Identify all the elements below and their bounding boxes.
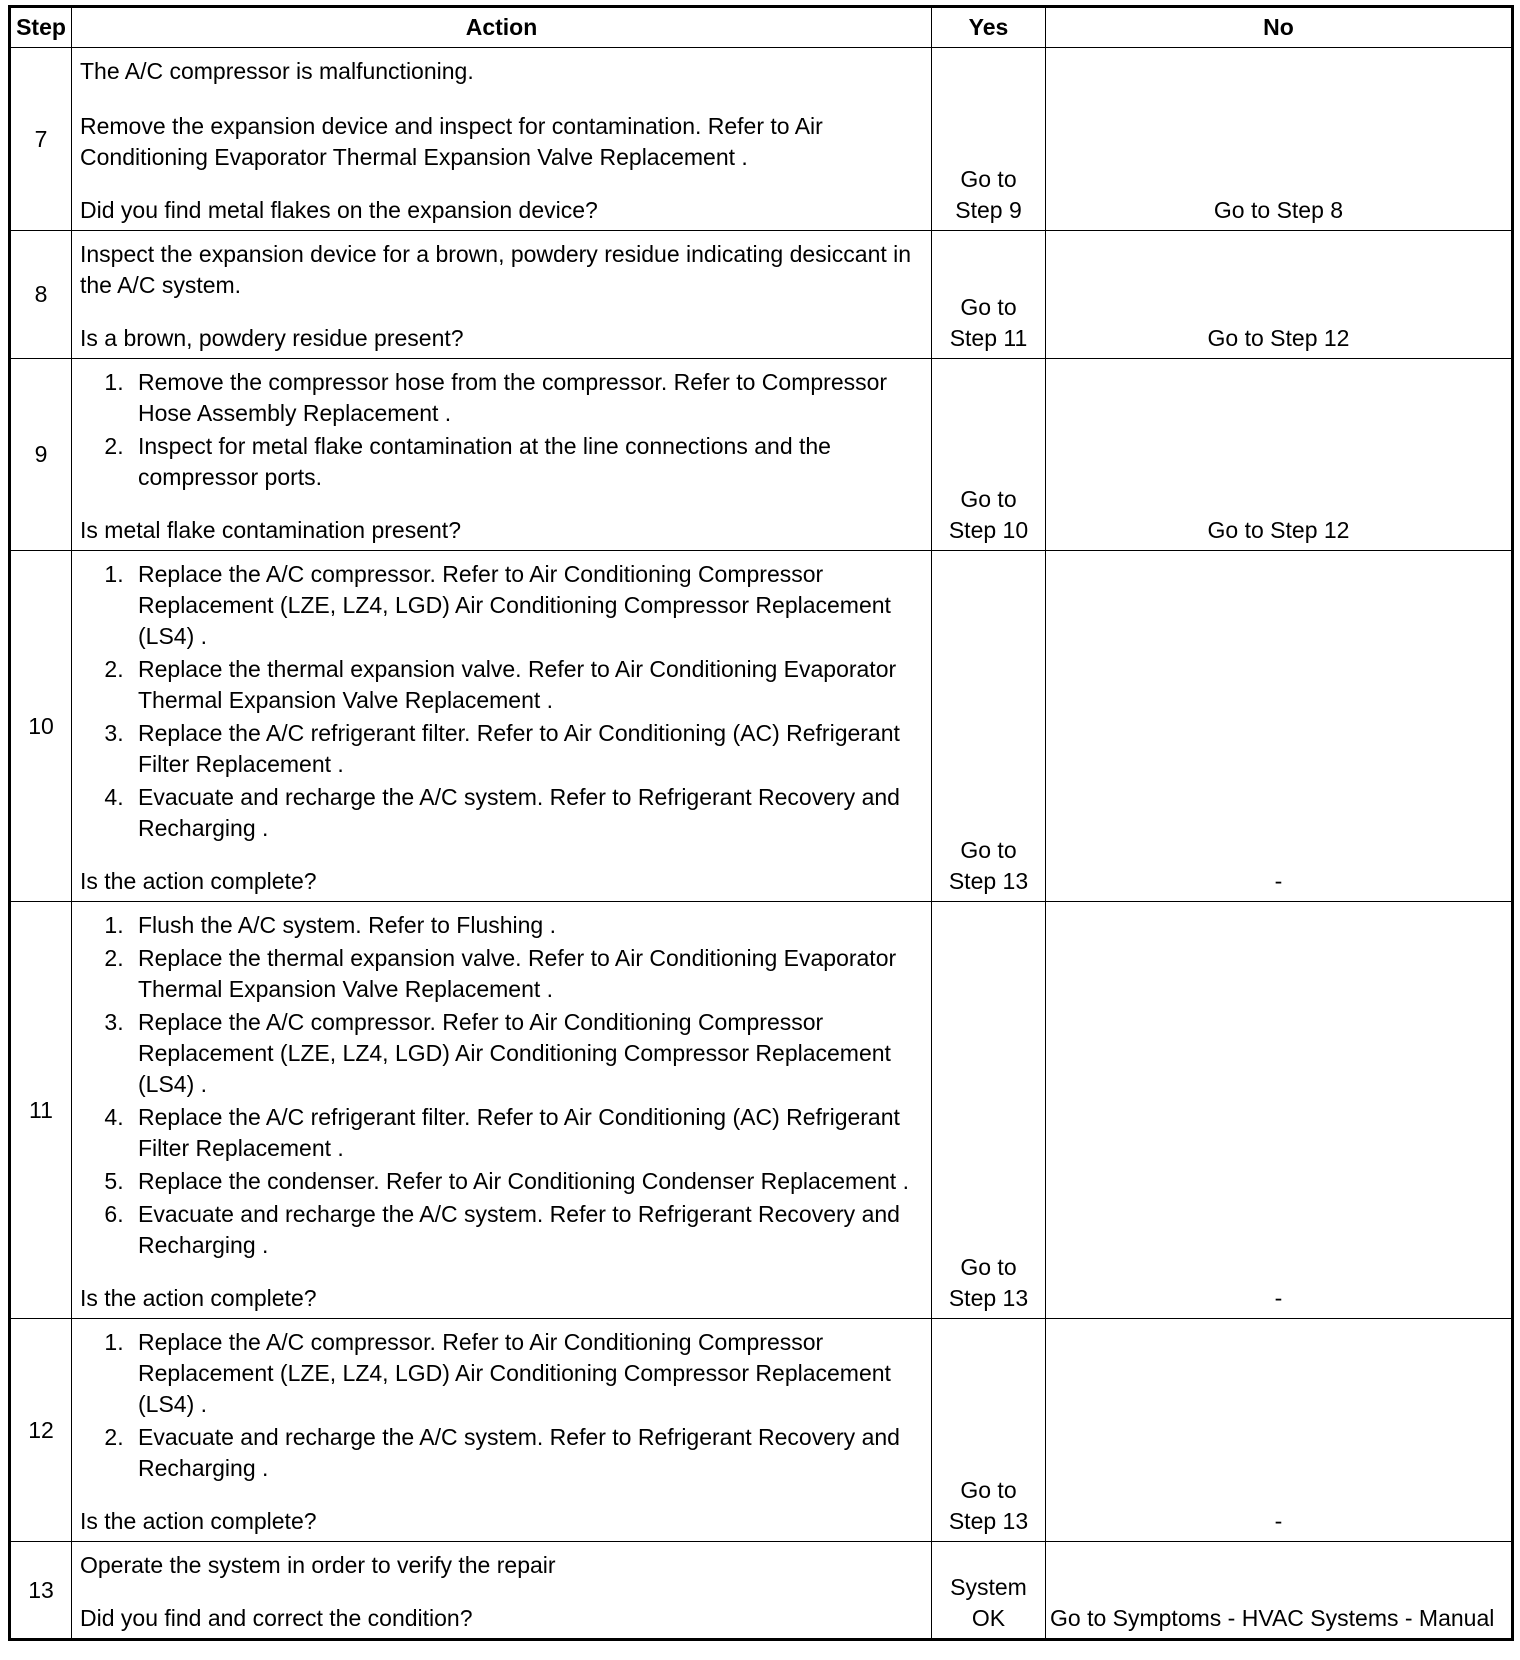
action-step-item: 1. Remove the compressor hose from the compressor. Refer to Compressor Hose Assembly Replacement . — [130, 367, 923, 429]
yes-result-line: Step 9 — [955, 197, 1022, 223]
no-result-cell: Go to Step 12 — [1046, 231, 1513, 359]
action-cell — [72, 902, 932, 1319]
step-number: 13 — [10, 1542, 72, 1640]
step-number: 8 — [10, 231, 72, 359]
yes-result-cell — [932, 1319, 1046, 1542]
yes-result-line: Go to — [960, 1254, 1017, 1280]
header-yes: Yes — [932, 7, 1046, 48]
yes-result-cell — [932, 359, 1046, 551]
action-steps-list — [80, 1327, 923, 1484]
header-no: No — [1046, 7, 1513, 48]
yes-result-line: Step 13 — [948, 1508, 1029, 1534]
yes-result-line: System — [950, 1574, 1027, 1600]
yes-result-line: Go to — [960, 166, 1017, 192]
yes-result-line: Step 10 — [948, 517, 1029, 543]
action-step-item: 3. Replace the A/C refrigerant filter. Refer to Air Conditioning (AC) Refrigerant Filter Replacement . — [130, 718, 923, 780]
yes-result-cell — [932, 551, 1046, 902]
action-question: Is the action complete? — [80, 1508, 317, 1534]
step-number: 9 — [10, 359, 72, 551]
action-cell — [72, 551, 932, 902]
diagnostic-table-container — [8, 5, 1511, 1641]
no-result-cell: Go to Symptoms - HVAC Systems - Manual — [1046, 1542, 1513, 1640]
action-question: Did you find and correct the condition? — [80, 1605, 473, 1631]
action-step-item: 1. Replace the A/C compressor. Refer to Air Conditioning Compressor Replacement (LZE, LZ4, LGD) Air Conditioning Compressor Replacement (LS4) . — [130, 1327, 923, 1420]
table-row — [10, 1319, 1513, 1542]
action-step-item: 5. Replace the condenser. Refer to Air Conditioning Condenser Replacement . — [130, 1166, 923, 1197]
no-result-cell: Go to Step 8 — [1046, 48, 1513, 231]
action-question: Is metal flake contamination present? — [80, 517, 461, 543]
table-row — [10, 359, 1513, 551]
action-step-item: 1. Flush the A/C system. Refer to Flushing . — [130, 910, 923, 941]
no-result-cell: Go to Step 12 — [1046, 359, 1513, 551]
no-result-cell: - — [1046, 902, 1513, 1319]
yes-result-cell — [932, 48, 1046, 231]
header-action: Action — [72, 7, 932, 48]
action-paragraph: Operate the system in order to verify the repair — [80, 1552, 556, 1578]
table-row — [10, 551, 1513, 902]
action-cell — [72, 231, 932, 359]
step-number: 10 — [10, 551, 72, 902]
header-row — [10, 7, 1513, 48]
yes-result-line: Step 13 — [948, 868, 1029, 894]
yes-result-line: Go to — [960, 837, 1017, 863]
table-row — [10, 231, 1513, 359]
yes-result-line: Go to — [960, 1477, 1017, 1503]
diagnostic-table — [8, 5, 1514, 1641]
action-steps-list — [80, 910, 923, 1261]
action-steps-list — [80, 559, 923, 844]
action-paragraph: The A/C compressor is malfunctioning. — [80, 58, 474, 84]
yes-result-line: Step 11 — [949, 325, 1028, 351]
yes-result-cell — [932, 231, 1046, 359]
action-step-item: 3. Replace the A/C compressor. Refer to Air Conditioning Compressor Replacement (LZE, LZ4, LGD) Air Conditioning Compressor Replacement (LS4) . — [130, 1007, 923, 1100]
action-cell — [72, 48, 932, 231]
table-body — [10, 48, 1513, 1640]
action-paragraph: Remove the expansion device and inspect for contamination. Refer to Air Conditioning Evaporator Thermal Expansion Valve Replacement . — [80, 113, 823, 170]
action-question: Is a brown, powdery residue present? — [80, 325, 464, 351]
action-step-item: 4. Evacuate and recharge the A/C system. Refer to Refrigerant Recovery and Recharging . — [130, 782, 923, 844]
action-step-item: 2. Evacuate and recharge the A/C system. Refer to Refrigerant Recovery and Recharging . — [130, 1422, 923, 1484]
no-result-cell: - — [1046, 551, 1513, 902]
action-step-item: 2. Replace the thermal expansion valve. Refer to Air Conditioning Evaporator Thermal Expansion Valve Replacement . — [130, 654, 923, 716]
yes-result-line: Go to — [960, 486, 1017, 512]
yes-result-cell — [932, 902, 1046, 1319]
action-step-item: 4. Replace the A/C refrigerant filter. Refer to Air Conditioning (AC) Refrigerant Filter Replacement . — [130, 1102, 923, 1164]
yes-result-line: Step 13 — [948, 1285, 1029, 1311]
yes-result-cell — [932, 1542, 1046, 1640]
action-step-item: 2. Inspect for metal flake contamination at the line connections and the compressor ports. — [130, 431, 923, 493]
yes-result-line: Go to — [960, 294, 1017, 320]
table-row — [10, 48, 1513, 231]
action-question: Did you find metal flakes on the expansion device? — [80, 197, 598, 223]
action-question: Is the action complete? — [80, 1285, 317, 1311]
step-number: 12 — [10, 1319, 72, 1542]
action-cell — [72, 1319, 932, 1542]
action-cell — [72, 359, 932, 551]
action-cell — [72, 1542, 932, 1640]
yes-result-line: OK — [971, 1605, 1006, 1631]
action-paragraph: Inspect the expansion device for a brown, powdery residue indicating desiccant in the A/C system. — [80, 241, 912, 298]
header-step: Step — [10, 7, 72, 48]
step-number: 7 — [10, 48, 72, 231]
table-row — [10, 902, 1513, 1319]
action-step-item: 2. Replace the thermal expansion valve. Refer to Air Conditioning Evaporator Thermal Expansion Valve Replacement . — [130, 943, 923, 1005]
table-row — [10, 1542, 1513, 1640]
no-result-cell: - — [1046, 1319, 1513, 1542]
step-number: 11 — [10, 902, 72, 1319]
action-question: Is the action complete? — [80, 868, 317, 894]
action-steps-list — [80, 367, 923, 493]
action-step-item: 1. Replace the A/C compressor. Refer to Air Conditioning Compressor Replacement (LZE, LZ4, LGD) Air Conditioning Compressor Replacement (LS4) . — [130, 559, 923, 652]
action-step-item: 6. Evacuate and recharge the A/C system. Refer to Refrigerant Recovery and Recharging . — [130, 1199, 923, 1261]
